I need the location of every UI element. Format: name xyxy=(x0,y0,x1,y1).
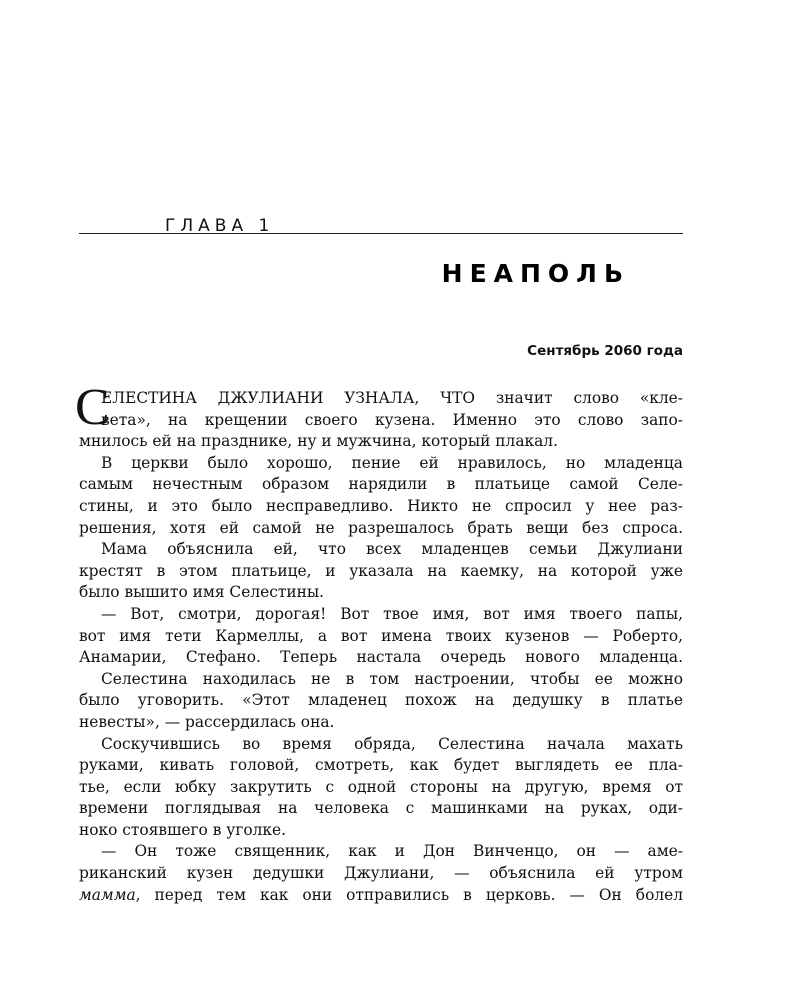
text-line: крестят в этом платьице, и указала на каемку, на которой уже xyxy=(79,561,683,580)
text-line: стины, и это было несправедливо. Никто не спросил у нее раз- xyxy=(79,496,683,515)
text-line: риканский кузен дедушки Джулиани, — объяснила ей утром xyxy=(79,864,683,883)
italic-word: мамма xyxy=(79,885,136,904)
text-line: времени поглядывая на человека с машинками на руках, оди- xyxy=(79,799,683,818)
text-line: В церкви было хорошо, пение ей нравилось, но младенца xyxy=(101,453,683,472)
text-line: Мама объяснила ей, что всех младенцев семьи Джулиани xyxy=(101,540,683,559)
text-line: было вышито имя Селестины. xyxy=(79,583,324,602)
text-line: ЕЛЕСТИНА ДЖУЛИАНИ УЗНАЛА, ЧТО значит слово «кле- xyxy=(101,389,683,407)
text-line: решения, хотя ей самой не разрешалось брать вещи без спроса. xyxy=(79,518,683,537)
text-run: , перед тем как они отправились в церковь. — Он болел xyxy=(135,885,683,904)
chapter-divider xyxy=(79,233,683,234)
text-line: Соскучившись во время обряда, Селестина начала махать xyxy=(101,734,683,753)
dateline: Сентябрь 2060 года xyxy=(527,343,683,359)
text-line: Анамарии, Стефано. Теперь настала очередь нового младенца. xyxy=(79,648,683,667)
text-line: было уговорить. «Этот младенец похож на дедушку в платье xyxy=(79,691,683,710)
text-line: ноко стоявшего в уголке. xyxy=(79,820,287,839)
text-line: вот имя тети Кармеллы, а вот имена твоих кузенов — Роберто, xyxy=(79,626,683,645)
text-line-mixed xyxy=(79,885,683,907)
text-line: — Вот, смотри, дорогая! Вот твое имя, вот имя твоего папы, xyxy=(101,604,683,623)
text-line: самым нечестным образом нарядили в платьице самой Селе- xyxy=(79,475,683,494)
text-line: тье, если юбку закрутить с одной стороны на другую, время от xyxy=(79,777,683,796)
drop-cap: С xyxy=(75,379,110,436)
text-line: мнилось ей на празднике, ну и мужчина, который плакал. xyxy=(79,432,558,451)
text-line: — Он тоже священник, как и Дон Винченцо, он — аме- xyxy=(101,842,683,861)
chapter-label: ГЛАВА 1 xyxy=(165,216,275,236)
text-line: Селестина находилась не в том настроении, чтобы ее можно xyxy=(101,669,683,688)
chapter-title: НЕАПОЛЬ xyxy=(441,259,630,288)
body-text xyxy=(75,379,683,906)
text-line: руками, кивать головой, смотреть, как будет выглядеть ее пла- xyxy=(79,756,683,775)
text-line: невесты», — рассердилась она. xyxy=(79,712,335,731)
text-line: вета», на крещении своего кузена. Именно это слово запо- xyxy=(101,410,683,429)
